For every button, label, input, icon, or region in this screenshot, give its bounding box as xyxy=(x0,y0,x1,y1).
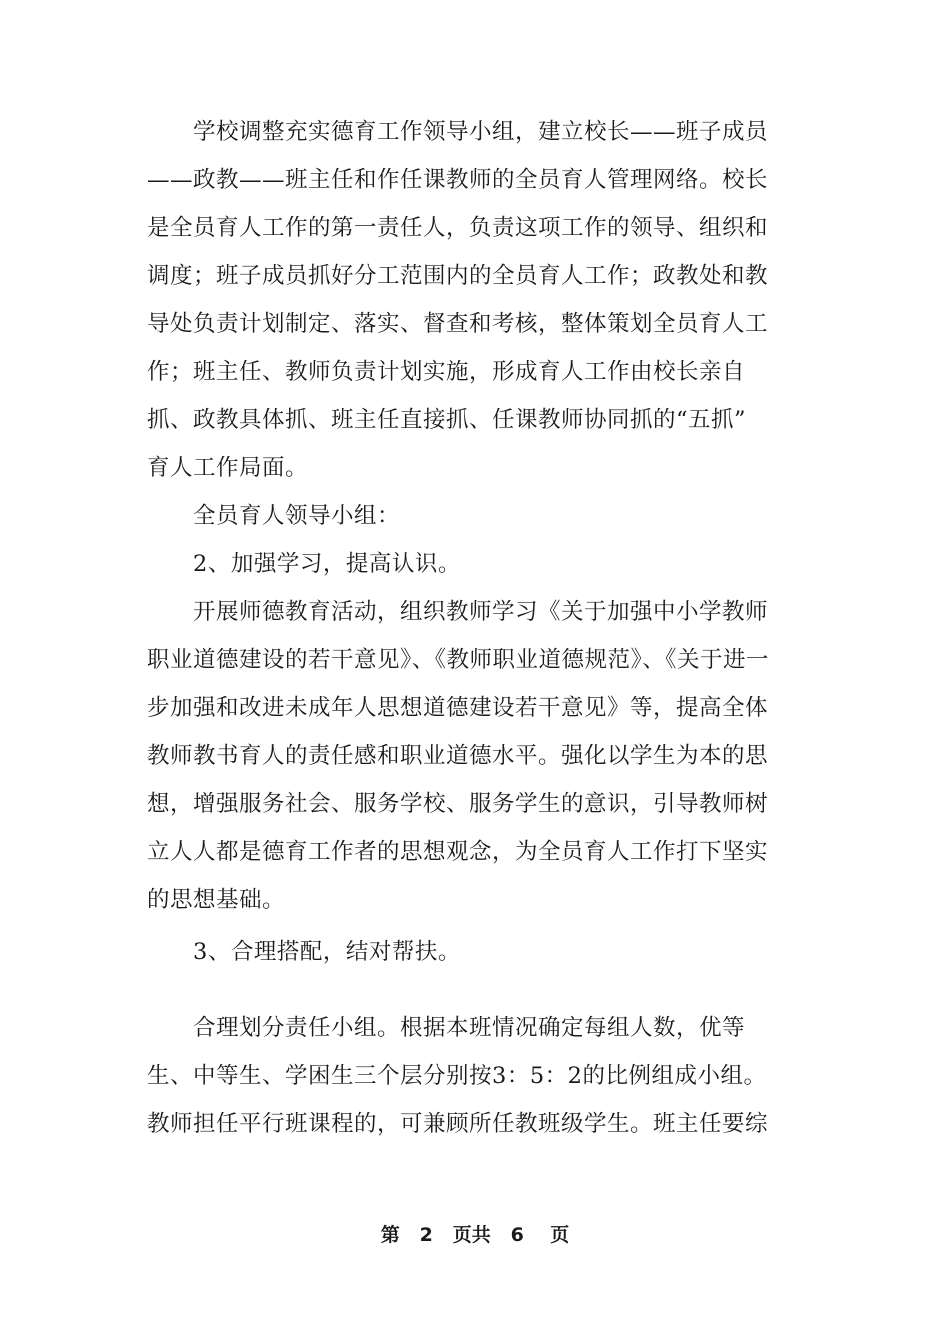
paragraph-line: 教师教书育人的责任感和职业道德水平。强化以学生为本的思 xyxy=(147,743,769,769)
footer-suffix: 页 xyxy=(550,1224,570,1246)
paragraph-line: 开展师德教育活动，组织教师学习《关于加强中小学教师 xyxy=(193,599,769,625)
paragraph-line: 合理划分责任小组。根据本班情况确定每组人数，优等 xyxy=(193,1015,746,1041)
paragraph-line: 想，增强服务社会、服务学校、服务学生的意识，引导教师树 xyxy=(147,791,769,817)
paragraph-line: 作；班主任、教师负责计划实施，形成育人工作由校长亲自 xyxy=(147,359,746,385)
paragraph-line: 步加强和改进未成年人思想道德建设若干意见》等，提高全体 xyxy=(147,695,769,721)
paragraph-line: 生、中等生、学困生三个层分别按3：5：2的比例组成小组。 xyxy=(147,1063,767,1089)
section-heading: 3、合理搭配，结对帮扶。 xyxy=(193,939,461,965)
paragraph-line: ——政教——班主任和作任课教师的全员育人管理网络。校长 xyxy=(147,167,769,193)
footer-middle: 页共 xyxy=(452,1224,491,1246)
paragraph-line: 职业道德建设的若干意见》、《教师职业道德规范》、《关于进一 xyxy=(147,647,770,673)
footer-prefix: 第 xyxy=(380,1224,400,1246)
paragraph-line: 的思想基础。 xyxy=(147,887,286,913)
current-page-number: 2 xyxy=(419,1224,433,1246)
section-heading: 2、加强学习，提高认识。 xyxy=(193,551,461,577)
paragraph-line: 是全员育人工作的第一责任人，负责这项工作的领导、组织和 xyxy=(147,215,769,241)
paragraph-line: 育人工作局面。 xyxy=(147,455,309,481)
paragraph-line: 导处负责计划制定、落实、督查和考核，整体策划全员育人工 xyxy=(147,311,769,337)
paragraph-line: 抓、政教具体抓、班主任直接抓、任课教师协同抓的“五抓” xyxy=(147,407,747,433)
total-pages-number: 6 xyxy=(510,1224,524,1246)
page-footer xyxy=(0,1221,950,1249)
paragraph-line: 调度；班子成员抓好分工范围内的全员育人工作；政教处和教 xyxy=(147,263,769,289)
paragraph-line: 教师担任平行班课程的，可兼顾所任教班级学生。班主任要综 xyxy=(147,1111,769,1137)
paragraph-line: 学校调整充实德育工作领导小组，建立校长——班子成员 xyxy=(193,119,769,145)
paragraph-line: 全员育人领导小组： xyxy=(193,503,401,529)
paragraph-line: 立人人都是德育工作者的思想观念，为全员育人工作打下坚实 xyxy=(147,839,769,865)
